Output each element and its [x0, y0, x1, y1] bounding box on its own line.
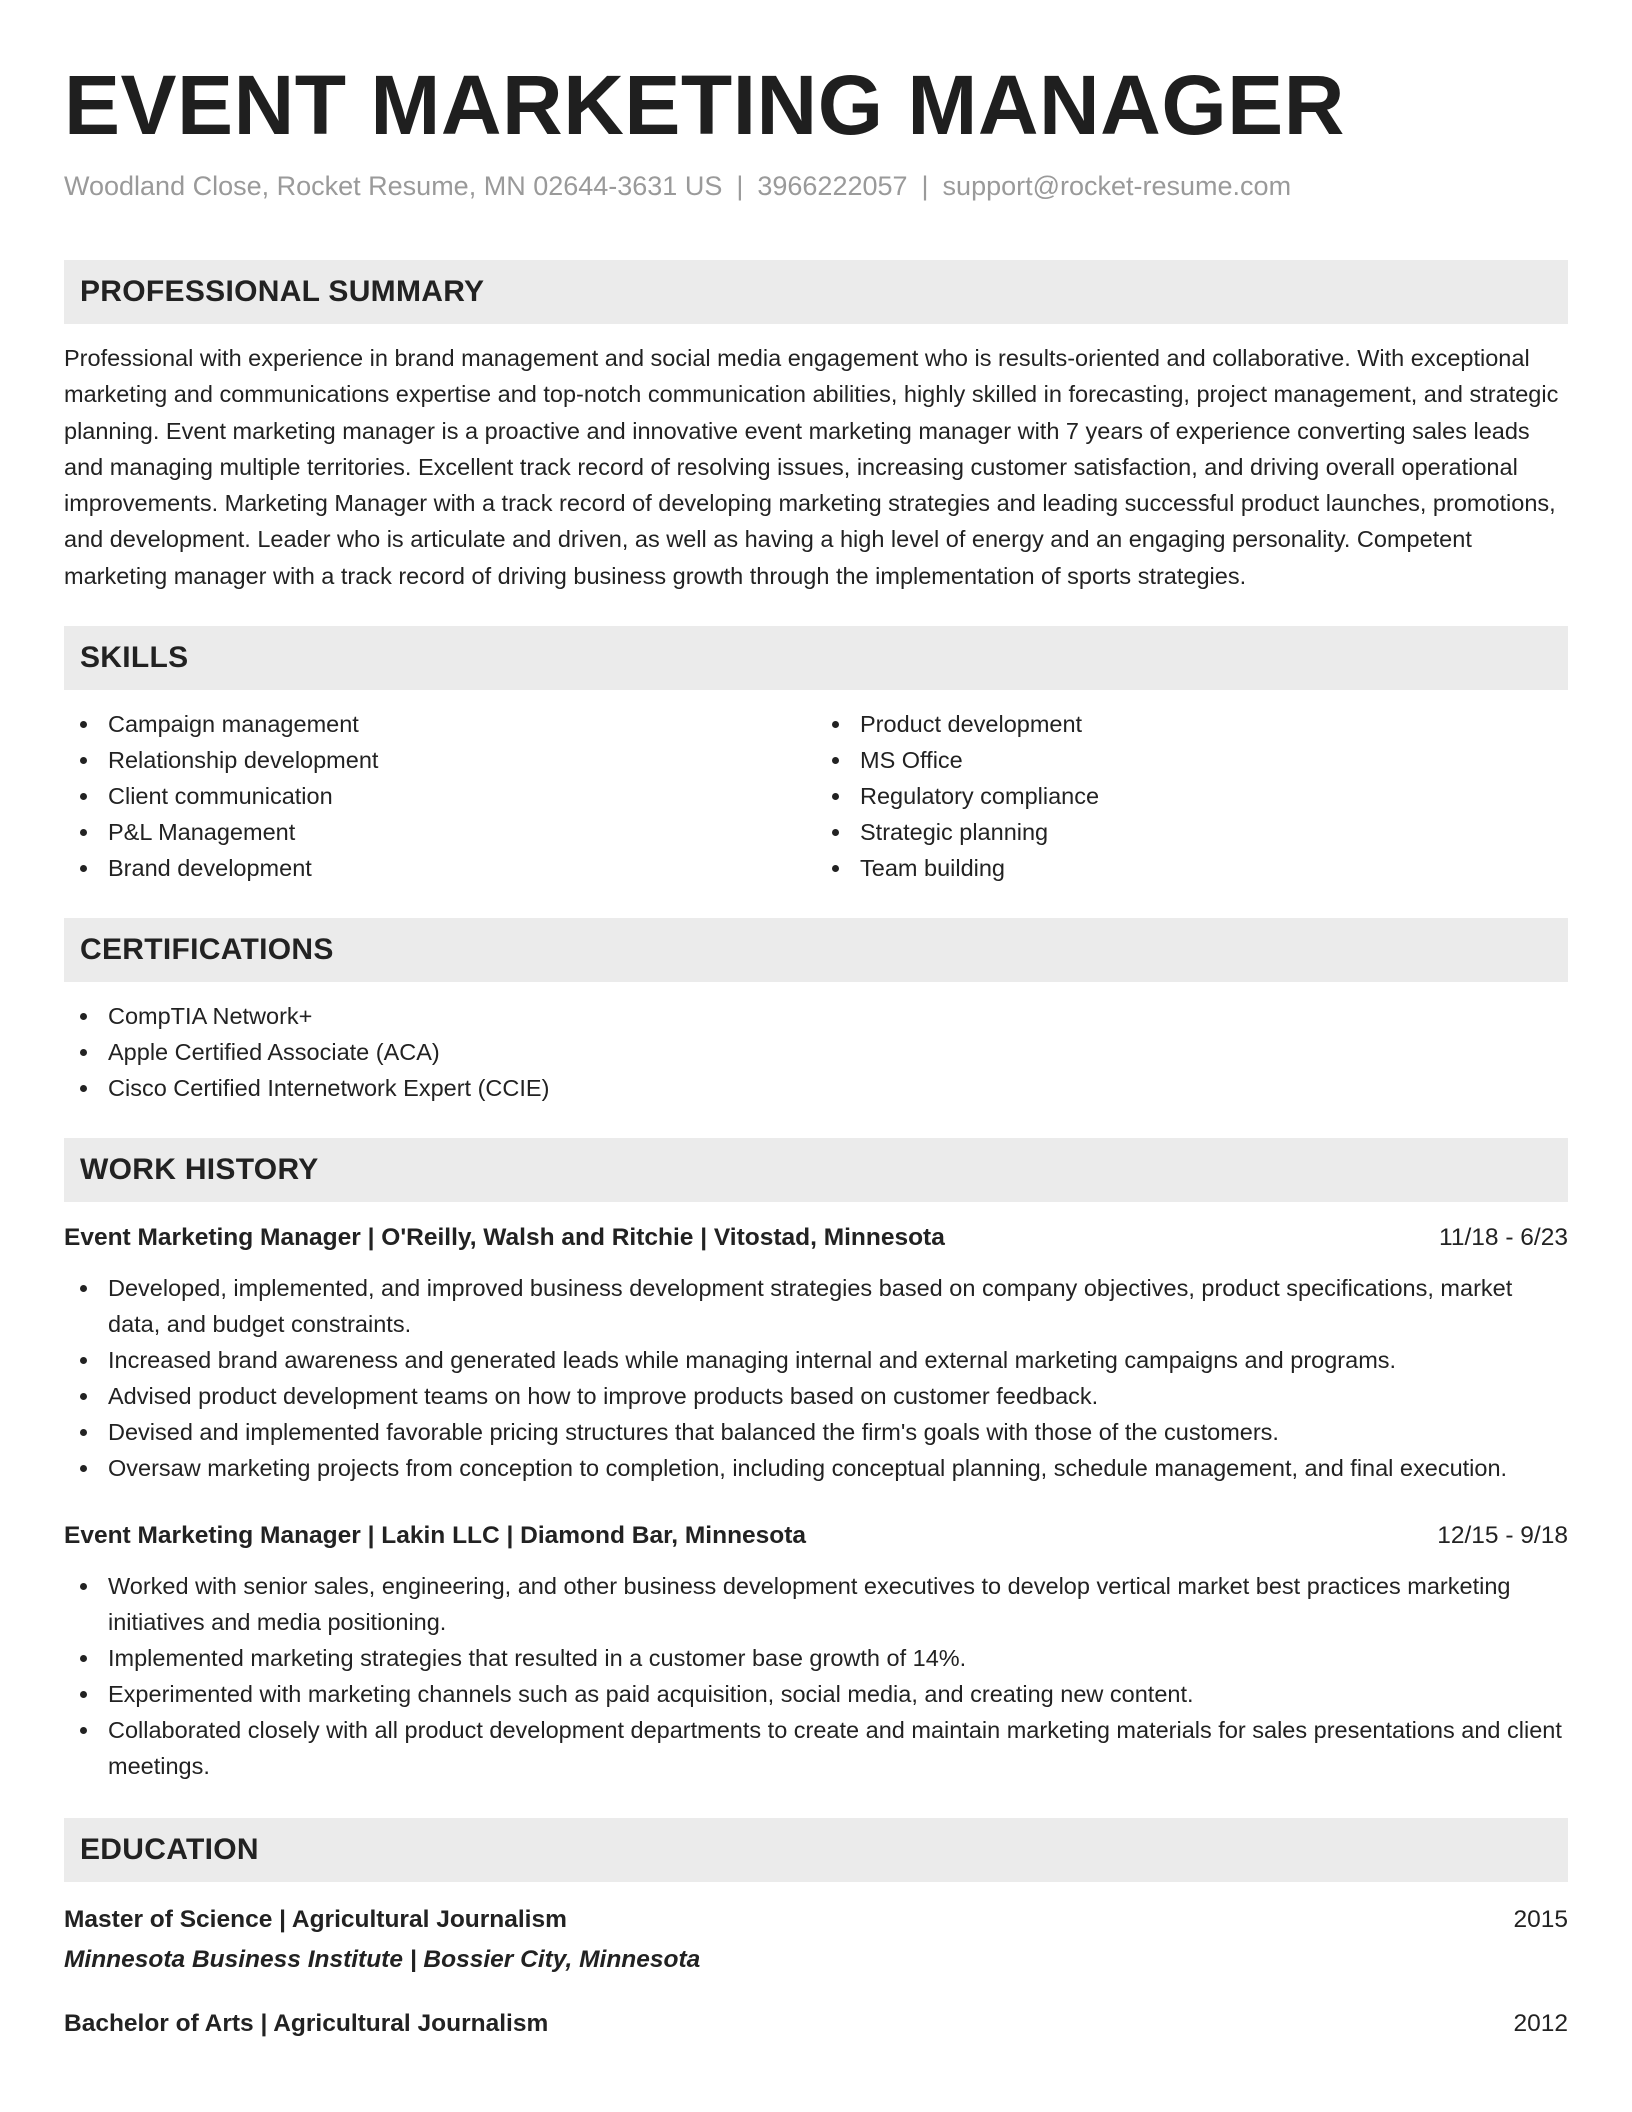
skill-item: Client communication — [64, 778, 816, 814]
skills-column-right — [816, 706, 1568, 886]
skill-item: Relationship development — [64, 742, 816, 778]
skill-item: Team building — [816, 850, 1568, 886]
contact-separator: | — [736, 171, 744, 201]
education-heading-row — [64, 2006, 1568, 2042]
job-bullet: Worked with senior sales, engineering, and other business development executives to develop vertical market best practices marketing initiatives and media positioning. — [64, 1568, 1568, 1640]
certifications-section-header: CERTIFICATIONS — [64, 918, 1568, 982]
certifications-list — [64, 998, 1568, 1106]
contact-line — [64, 168, 1568, 204]
contact-email: support@rocket-resume.com — [942, 171, 1292, 201]
job-title: Event Marketing Manager | O'Reilly, Walsh and Ritchie | Vitostad, Minnesota — [64, 1224, 945, 1252]
job-bullet: Experimented with marketing channels such as paid acquisition, social media, and creating new content. — [64, 1676, 1568, 1712]
education-year: 2015 — [1513, 1906, 1568, 1934]
certification-item: Cisco Certified Internetwork Expert (CCIE) — [64, 1070, 1568, 1106]
summary-section-header: PROFESSIONAL SUMMARY — [64, 260, 1568, 324]
job-bullet: Increased brand awareness and generated leads while managing internal and external marketing campaigns and programs. — [64, 1342, 1568, 1378]
job-bullet: Implemented marketing strategies that resulted in a customer base growth of 14%. — [64, 1640, 1568, 1676]
job-heading-row — [64, 1220, 1568, 1256]
skill-item: P&L Management — [64, 814, 816, 850]
skill-item: Brand development — [64, 850, 816, 886]
contact-separator: | — [921, 171, 929, 201]
job-bullet: Collaborated closely with all product development departments to create and maintain marketing materials for sales presentations and client meetings. — [64, 1712, 1568, 1784]
skill-item: Regulatory compliance — [816, 778, 1568, 814]
education-year: 2012 — [1513, 2010, 1568, 2038]
job-heading-row — [64, 1518, 1568, 1554]
resume-name: EVENT MARKETING MANAGER — [64, 58, 1345, 152]
job-title: Event Marketing Manager | Lakin LLC | Diamond Bar, Minnesota — [64, 1522, 807, 1550]
skill-item: Campaign management — [64, 706, 816, 742]
contact-phone: 3966222057 — [757, 171, 908, 201]
job-bullets — [64, 1568, 1568, 1784]
education-section-header: EDUCATION — [64, 1818, 1568, 1882]
education-entry — [64, 1902, 1568, 1978]
job-bullet: Oversaw marketing projects from conception to completion, including conceptual planning, schedule management, and final execution. — [64, 1450, 1568, 1486]
job-dates: 11/18 - 6/23 — [1439, 1224, 1568, 1252]
certification-item: Apple Certified Associate (ACA) — [64, 1034, 1568, 1070]
education-entry — [64, 2006, 1568, 2042]
job-dates: 12/15 - 9/18 — [1437, 1522, 1568, 1550]
education-heading-row — [64, 1902, 1568, 1938]
job-bullets — [64, 1270, 1568, 1486]
job-entry — [64, 1220, 1568, 1486]
work-history-section-header: WORK HISTORY — [64, 1138, 1568, 1202]
contact-address: Woodland Close, Rocket Resume, MN 02644-3631 US — [64, 171, 723, 201]
education-school: Minnesota Business Institute | Bossier City, Minnesota — [64, 1946, 701, 1974]
education-degree: Master of Science | Agricultural Journalism — [64, 1906, 567, 1934]
job-bullet: Developed, implemented, and improved business development strategies based on company objectives, product specifications, market data, and budget constraints. — [64, 1270, 1568, 1342]
skill-item: MS Office — [816, 742, 1568, 778]
skills-grid — [64, 706, 1568, 886]
skill-item: Product development — [816, 706, 1568, 742]
job-bullet: Devised and implemented favorable pricing structures that balanced the firm's goals with those of the customers. — [64, 1414, 1568, 1450]
education-degree: Bachelor of Arts | Agricultural Journalism — [64, 2010, 549, 2038]
job-entry — [64, 1518, 1568, 1784]
skill-item: Strategic planning — [816, 814, 1568, 850]
skills-column-left — [64, 706, 816, 886]
summary-text: Professional with experience in brand management and social media engagement who is results-oriented and collaborative. With exceptional marketing and communications expertise and top-notch communication abilities, highly skilled in forecasting, project management, and strategic planning. Event marketing manager is a proactive and innovative event marketing manager with 7 years of experience converting sales leads and managing multiple territories. Excellent track record of resolving issues, increasing customer satisfaction, and driving overall operational improvements. Marketing Manager with a track record of developing marketing strategies and leading successful product launches, promotions, and development. Leader who is articulate and driven, as well as having a high level of energy and an engaging personality. Competent marketing manager with a track record of driving business growth through the implementation of sports strategies. — [64, 345, 1559, 589]
job-bullet: Advised product development teams on how to improve products based on customer feedback. — [64, 1378, 1568, 1414]
certification-item: CompTIA Network+ — [64, 998, 1568, 1034]
skills-section-header: SKILLS — [64, 626, 1568, 690]
